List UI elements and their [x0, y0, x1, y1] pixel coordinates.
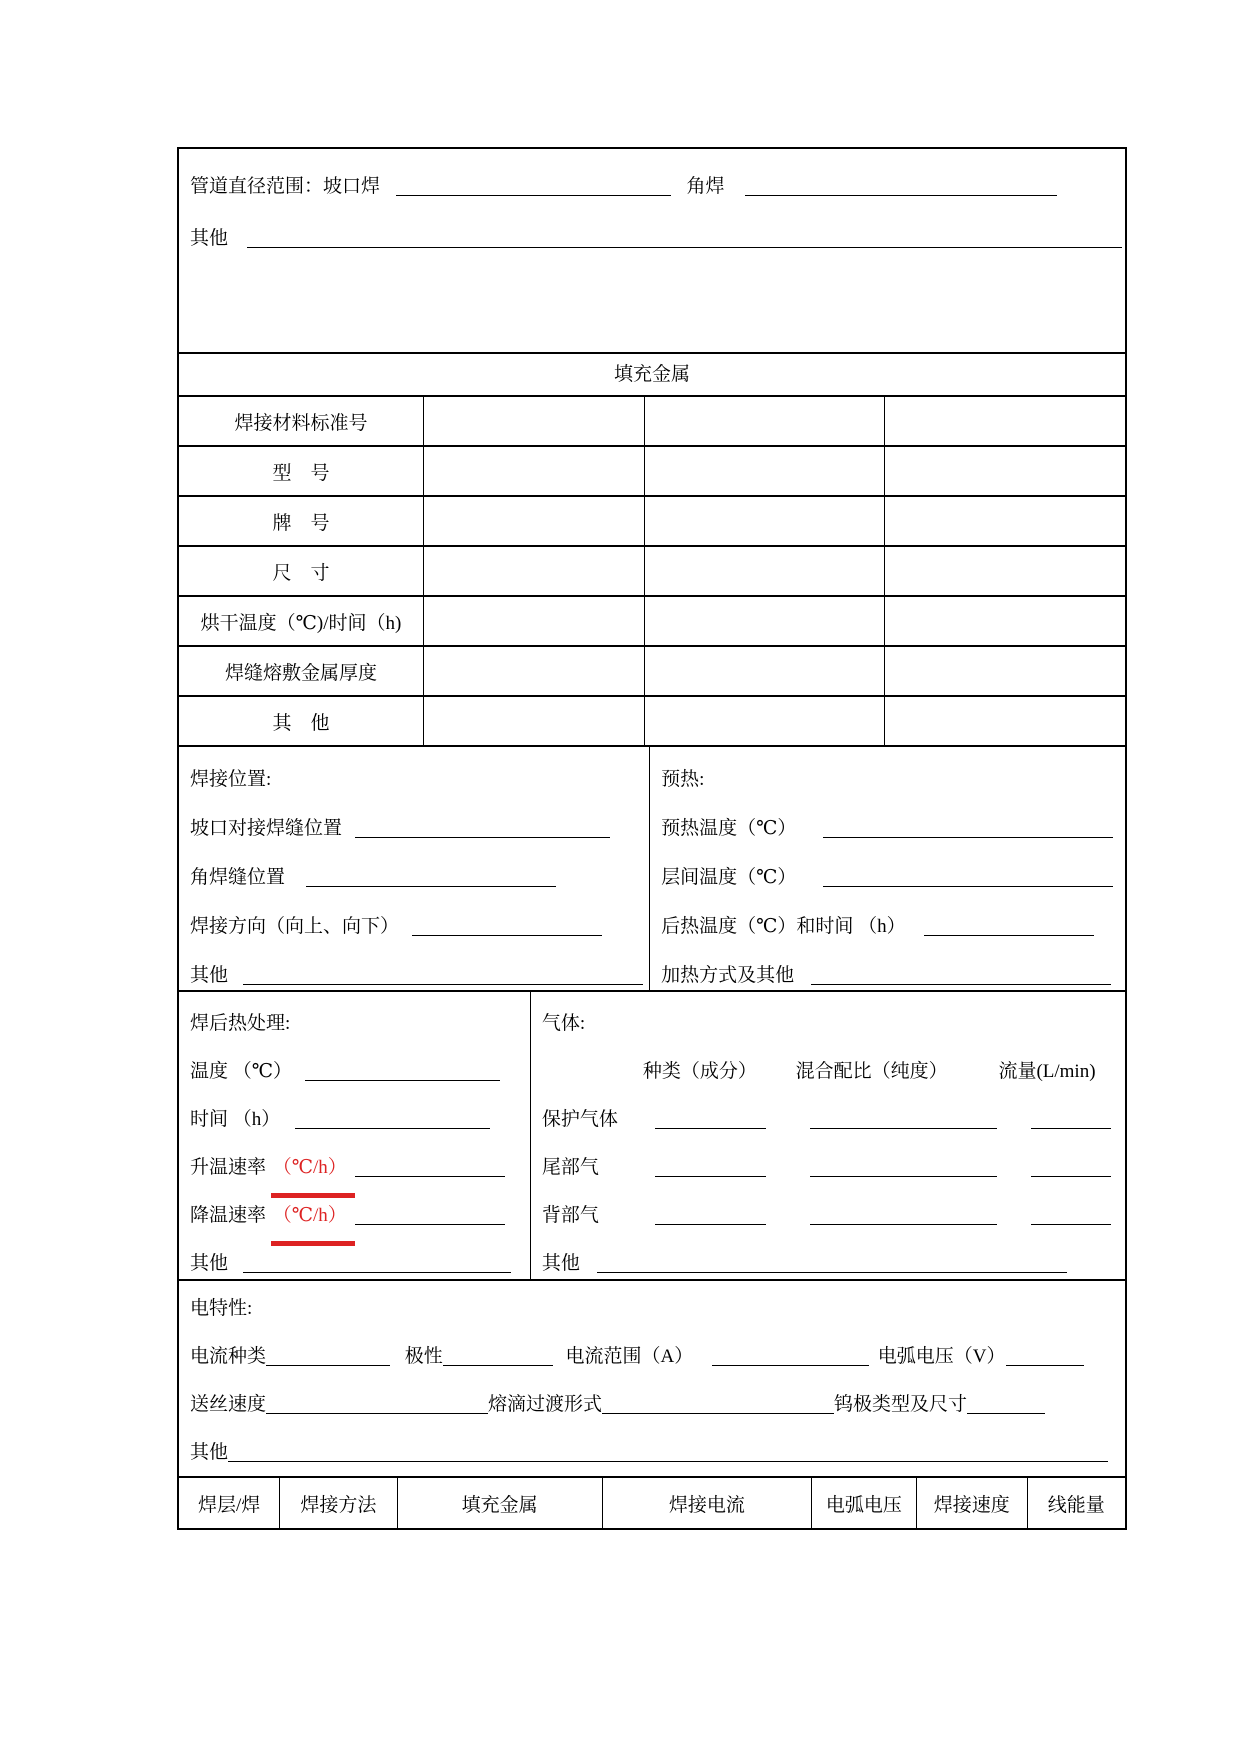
electrical-section	[179, 1279, 1125, 1476]
tungsten-type-label: 钨极类型及尺寸	[834, 1394, 968, 1415]
pwht-other-label: 其他	[190, 1253, 229, 1274]
gas-col-mix-header: 混合配比（纯度）	[795, 1061, 948, 1082]
filler-metal-cell	[645, 497, 884, 545]
pass-table-header-filler: 填充金属	[398, 1478, 603, 1528]
pipe-other-blank	[247, 229, 1122, 248]
position-preheat-section	[179, 745, 1125, 990]
weld-direction-blank	[412, 917, 602, 936]
pass-table-header-heat-input: 线能量	[1047, 1494, 1105, 1516]
pwht-title: 焊后热处理:	[190, 1013, 291, 1034]
preheat-title: 预热:	[661, 769, 705, 790]
fillet-position-blank	[306, 868, 556, 887]
electrical-title: 电特性:	[190, 1298, 253, 1319]
gas-column	[531, 992, 1125, 1279]
filler-metal-row-standard	[179, 395, 1125, 445]
cooldown-rate-label: 降温速率	[190, 1205, 267, 1226]
pwht-temp-blank	[305, 1062, 500, 1081]
current-type-label: 电流种类	[190, 1346, 267, 1367]
trailing-gas-type-blank	[655, 1158, 766, 1177]
pass-table-header-current: 焊接电流	[603, 1478, 812, 1528]
filler-metal-title: 填充金属	[179, 352, 1125, 395]
filler-metal-cell	[885, 397, 1125, 445]
arc-voltage-blank	[1006, 1347, 1084, 1366]
filler-metal-cell	[424, 697, 645, 745]
shield-gas-label: 保护气体	[541, 1109, 618, 1130]
filler-metal-row-model	[179, 445, 1125, 495]
heatup-rate-label: 升温速率	[190, 1157, 267, 1178]
pass-table-header-voltage: 电弧电压	[812, 1478, 917, 1528]
groove-weld-blank	[396, 177, 671, 196]
filler-metal-row-grade	[179, 495, 1125, 545]
heating-method-blank	[811, 966, 1111, 985]
filler-metal-cell	[885, 447, 1125, 495]
transfer-mode-label: 熔滴过渡形式	[488, 1394, 603, 1415]
current-type-blank	[266, 1347, 390, 1366]
pass-table-header-method: 焊接方法	[280, 1478, 397, 1528]
electrical-other-blank	[228, 1443, 1108, 1462]
fillet-weld-label: 角焊	[686, 176, 725, 197]
filler-metal-cell	[645, 597, 884, 645]
filler-metal-cell	[424, 447, 645, 495]
pipe-diameter-groove-label: 管道直径范围：坡口焊	[190, 176, 381, 197]
preheat-temp-label: 预热温度（℃）	[661, 818, 797, 839]
position-other-label: 其他	[190, 965, 229, 986]
filler-metal-row-label: 型 号	[179, 447, 424, 495]
fillet-position-label: 角焊缝位置	[190, 867, 286, 888]
backing-gas-row	[542, 1192, 1114, 1240]
shield-gas-flow-blank	[1031, 1110, 1111, 1129]
polarity-label: 极性	[404, 1346, 443, 1367]
filler-metal-cell	[645, 447, 884, 495]
backing-gas-label: 背部气	[541, 1205, 599, 1226]
filler-metal-row-drying	[179, 595, 1125, 645]
shield-gas-mix-blank	[810, 1110, 997, 1129]
trailing-gas-label: 尾部气	[541, 1157, 599, 1178]
backing-gas-type-blank	[655, 1206, 766, 1225]
filler-metal-row-label: 焊缝熔敷金属厚度	[179, 647, 424, 695]
interpass-temp-blank	[823, 868, 1113, 887]
pwht-column	[179, 992, 531, 1279]
heatup-rate-unit-annotation: （℃/h）	[271, 1144, 355, 1198]
pipe-other-line	[190, 213, 1115, 265]
filler-metal-row-label: 其 他	[179, 697, 424, 745]
transfer-mode-blank	[602, 1395, 834, 1414]
shield-gas-type-blank	[655, 1110, 766, 1129]
pass-table-header-speed: 焊接速度	[917, 1478, 1028, 1528]
gas-title: 气体:	[541, 1013, 586, 1034]
arc-voltage-label: 电弧电压（V）	[877, 1346, 1006, 1367]
filler-metal-cell	[885, 497, 1125, 545]
current-range-blank	[712, 1347, 869, 1366]
pwht-gas-section	[179, 990, 1125, 1279]
cooldown-rate-blank	[355, 1206, 505, 1225]
filler-metal-cell	[424, 397, 645, 445]
filler-metal-row-label: 尺 寸	[179, 547, 424, 595]
gas-col-type-header: 种类（成分）	[642, 1061, 757, 1082]
electrical-other-label: 其他	[190, 1442, 229, 1463]
groove-butt-position-blank	[355, 819, 610, 838]
fillet-weld-blank	[745, 177, 1057, 196]
wire-feed-blank	[266, 1395, 488, 1414]
filler-metal-cell	[424, 597, 645, 645]
filler-metal-row-label: 焊接材料标准号	[179, 397, 424, 445]
pipe-diameter-line	[190, 161, 1115, 213]
filler-metal-cell	[645, 547, 884, 595]
trailing-gas-flow-blank	[1031, 1158, 1111, 1177]
postheat-temp-time-blank	[924, 917, 1094, 936]
groove-butt-position-label: 坡口对接焊缝位置	[190, 818, 343, 839]
trailing-gas-row	[542, 1144, 1114, 1192]
trailing-gas-mix-blank	[810, 1158, 997, 1177]
filler-metal-cell	[645, 397, 884, 445]
heatup-rate-blank	[355, 1158, 505, 1177]
shield-gas-row	[542, 1096, 1114, 1144]
filler-metal-cell	[424, 497, 645, 545]
pwht-other-blank	[243, 1254, 511, 1273]
wps-form-table	[177, 147, 1127, 1530]
pipe-diameter-section	[179, 149, 1125, 352]
gas-header-row	[542, 1048, 1114, 1096]
heating-method-label: 加热方式及其他	[661, 965, 795, 986]
tungsten-type-blank	[967, 1395, 1045, 1414]
interpass-temp-label: 层间温度（℃）	[661, 867, 797, 888]
pwht-temp-label: 温度 （℃）	[190, 1061, 293, 1082]
gas-other-blank	[597, 1254, 1067, 1273]
preheat-column	[650, 747, 1125, 990]
postheat-temp-time-label: 后热温度（℃）和时间 （h）	[661, 916, 906, 937]
backing-gas-flow-blank	[1031, 1206, 1111, 1225]
filler-metal-row-deposit-thickness	[179, 645, 1125, 695]
filler-metal-cell	[885, 597, 1125, 645]
filler-metal-cell	[424, 547, 645, 595]
cooldown-rate-unit-annotation: （℃/h）	[271, 1192, 355, 1246]
filler-metal-row-other	[179, 695, 1125, 745]
pwht-time-label: 时间 （h）	[190, 1109, 281, 1130]
filler-metal-cell	[645, 697, 884, 745]
gas-col-flow-header: 流量(L/min)	[998, 1061, 1096, 1082]
backing-gas-mix-blank	[810, 1206, 997, 1225]
pipe-other-label: 其他	[190, 228, 229, 249]
position-other-blank	[243, 966, 643, 985]
filler-metal-cell	[885, 547, 1125, 595]
filler-metal-cell	[885, 647, 1125, 695]
pass-table-header-layer: 焊层/焊	[179, 1478, 280, 1528]
weld-direction-label: 焊接方向（向上、向下）	[190, 916, 400, 937]
filler-metal-row-label: 牌 号	[179, 497, 424, 545]
polarity-blank	[443, 1347, 553, 1366]
current-range-label: 电流范围（A）	[565, 1346, 694, 1367]
filler-metal-row-size	[179, 545, 1125, 595]
filler-metal-cell	[885, 697, 1125, 745]
pwht-time-blank	[295, 1110, 490, 1129]
filler-metal-row-label: 烘干温度（℃)/时间（h)	[179, 597, 424, 645]
gas-other-label: 其他	[541, 1253, 580, 1274]
filler-metal-cell	[424, 647, 645, 695]
wire-feed-label: 送丝速度	[190, 1394, 267, 1415]
weld-position-title: 焊接位置:	[190, 769, 272, 790]
pass-table-header-row	[179, 1476, 1125, 1528]
filler-metal-cell	[645, 647, 884, 695]
preheat-temp-blank	[823, 819, 1113, 838]
weld-position-column	[179, 747, 650, 990]
